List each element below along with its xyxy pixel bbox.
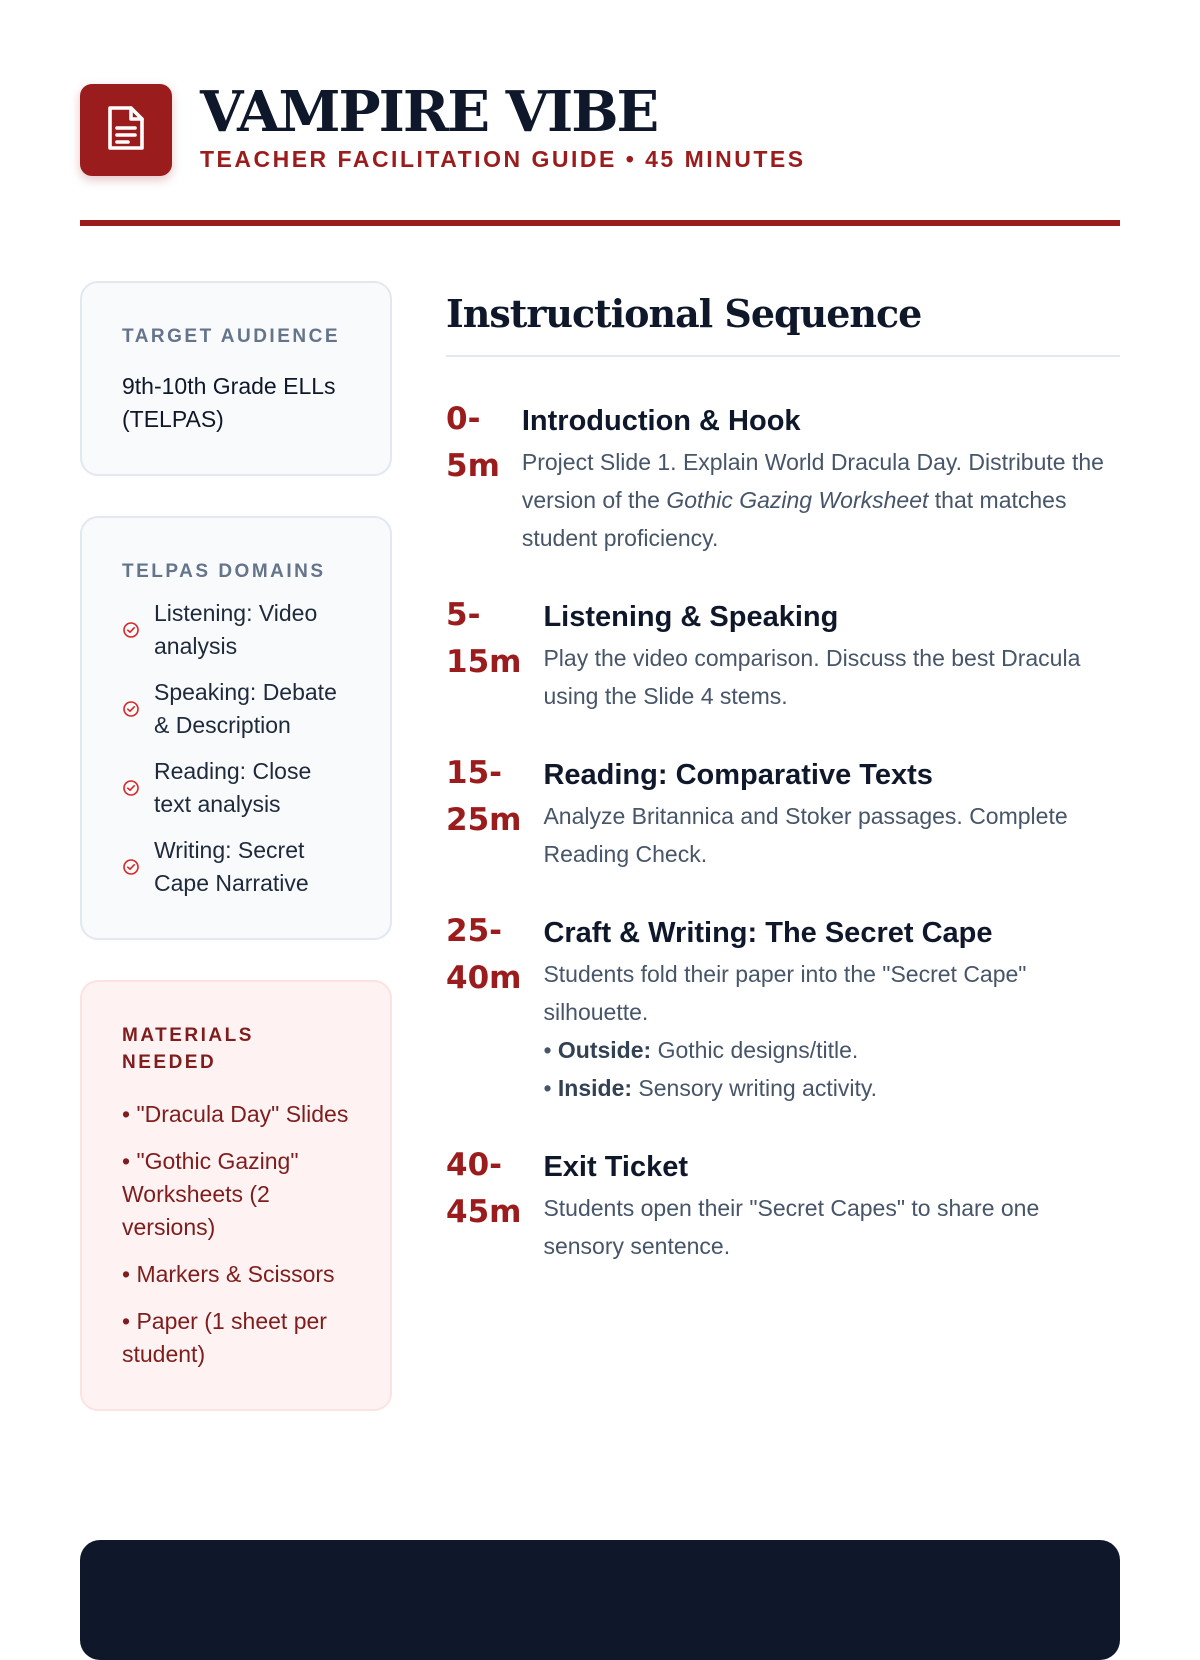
main-content <box>446 281 1120 1307</box>
step-time-start: 40- <box>446 1147 503 1183</box>
list-item: • "Dracula Day" Slides <box>122 1101 349 1127</box>
list-item <box>122 755 352 821</box>
document-icon <box>104 104 148 157</box>
list-item <box>122 597 352 663</box>
step-item <box>446 757 1120 873</box>
check-circle-icon <box>122 779 140 797</box>
domains-label: TELPAS DOMAINS <box>122 561 326 582</box>
guide-page <box>80 78 1120 1367</box>
step-time-end: 15m <box>446 644 522 680</box>
logo-badge <box>80 84 172 176</box>
list-item: • "Gothic Gazing" Worksheets (2 versions) <box>122 1148 299 1240</box>
audience-text: 9th-10th Grade ELLs (TELPAS) <box>122 373 336 432</box>
step-desc: Analyze Britannica and Stoker passages. Complete Reading Check. <box>543 803 1068 867</box>
domain-text: Listening: Video analysis <box>154 600 318 659</box>
step-time-end: 45m <box>446 1194 522 1230</box>
footer-bar <box>80 1540 1120 1660</box>
bullet-text: Sensory writing activity. <box>632 1075 878 1101</box>
step-time-end: 40m <box>446 960 522 996</box>
page-title: VAMPIRE VIBE <box>200 78 658 145</box>
step-time <box>446 592 521 715</box>
step-time <box>446 396 500 557</box>
step-title: Craft & Writing: The Secret Cape <box>543 917 993 949</box>
step-desc: Play the video comparison. Discuss the best Dracula using the Slide 4 stems. <box>543 645 1081 709</box>
materials-card <box>80 980 392 1411</box>
domain-text: Speaking: Debate & Description <box>154 679 337 738</box>
step-time-start: 0- <box>446 401 481 437</box>
check-circle-icon <box>122 858 140 876</box>
step-desc: Students open their "Secret Capes" to share one sensory sentence. <box>543 1195 1040 1259</box>
step-time <box>446 1142 521 1265</box>
bullet-label: Outside: <box>557 1037 652 1063</box>
bullet-text: Gothic designs/title. <box>651 1037 859 1063</box>
header-divider <box>80 220 1120 226</box>
step-item <box>446 599 1120 715</box>
list-item <box>122 676 352 742</box>
step-item <box>446 403 1120 557</box>
step-time-start: 25- <box>446 913 503 949</box>
step-desc <box>522 443 1120 557</box>
audience-card <box>80 281 392 476</box>
step-title: Introduction & Hook <box>521 405 801 437</box>
step-time-start: 5- <box>446 597 481 633</box>
section-divider <box>446 355 1120 357</box>
step-time-end: 5m <box>446 448 500 484</box>
list-item: • Markers & Scissors <box>122 1261 335 1287</box>
header <box>80 78 1120 176</box>
domain-text: Reading: Close text analysis <box>154 758 312 817</box>
section-title: Instructional Sequence <box>446 291 922 336</box>
page-subtitle: TEACHER FACILITATION GUIDE • 45 MINUTES <box>200 145 806 172</box>
step-title: Reading: Comparative Texts <box>543 759 933 791</box>
list-item <box>122 834 352 900</box>
step-bullet: • Outside: Gothic designs/title. <box>543 1037 859 1063</box>
step-time <box>446 908 521 1107</box>
materials-label: MATERIALS NEEDED <box>122 1025 254 1073</box>
step-time <box>446 750 521 873</box>
step-bullet: • Inside: Sensory writing activity. <box>543 1075 878 1101</box>
check-circle-icon <box>122 700 140 718</box>
domains-list <box>122 597 352 900</box>
domains-card <box>80 516 392 940</box>
step-desc: Students fold their paper into the "Secret Cape" silhouette. <box>543 961 1027 1025</box>
step-item <box>446 915 1120 1107</box>
domain-text: Writing: Secret Cape Narrative <box>154 837 309 896</box>
list-item: • Paper (1 sheet per student) <box>122 1308 327 1367</box>
bullet-label: Inside: <box>557 1075 633 1101</box>
step-item <box>446 1149 1120 1265</box>
steps-list <box>446 403 1120 1265</box>
step-title: Exit Ticket <box>543 1151 688 1183</box>
materials-list <box>122 1098 352 1371</box>
step-desc-emphasis: Gothic Gazing Worksheet <box>666 487 929 513</box>
step-title: Listening & Speaking <box>543 601 839 633</box>
audience-label: TARGET AUDIENCE <box>122 326 340 347</box>
step-time-start: 15- <box>446 755 503 791</box>
step-desc-part: that matches student proficiency. <box>521 487 1067 551</box>
sidebar <box>80 281 392 1451</box>
step-time-end: 25m <box>446 802 522 838</box>
step-desc-part: Project Slide 1. Explain World Dracula Day. Distribute the version of the <box>521 449 1104 513</box>
check-circle-icon <box>122 621 140 639</box>
